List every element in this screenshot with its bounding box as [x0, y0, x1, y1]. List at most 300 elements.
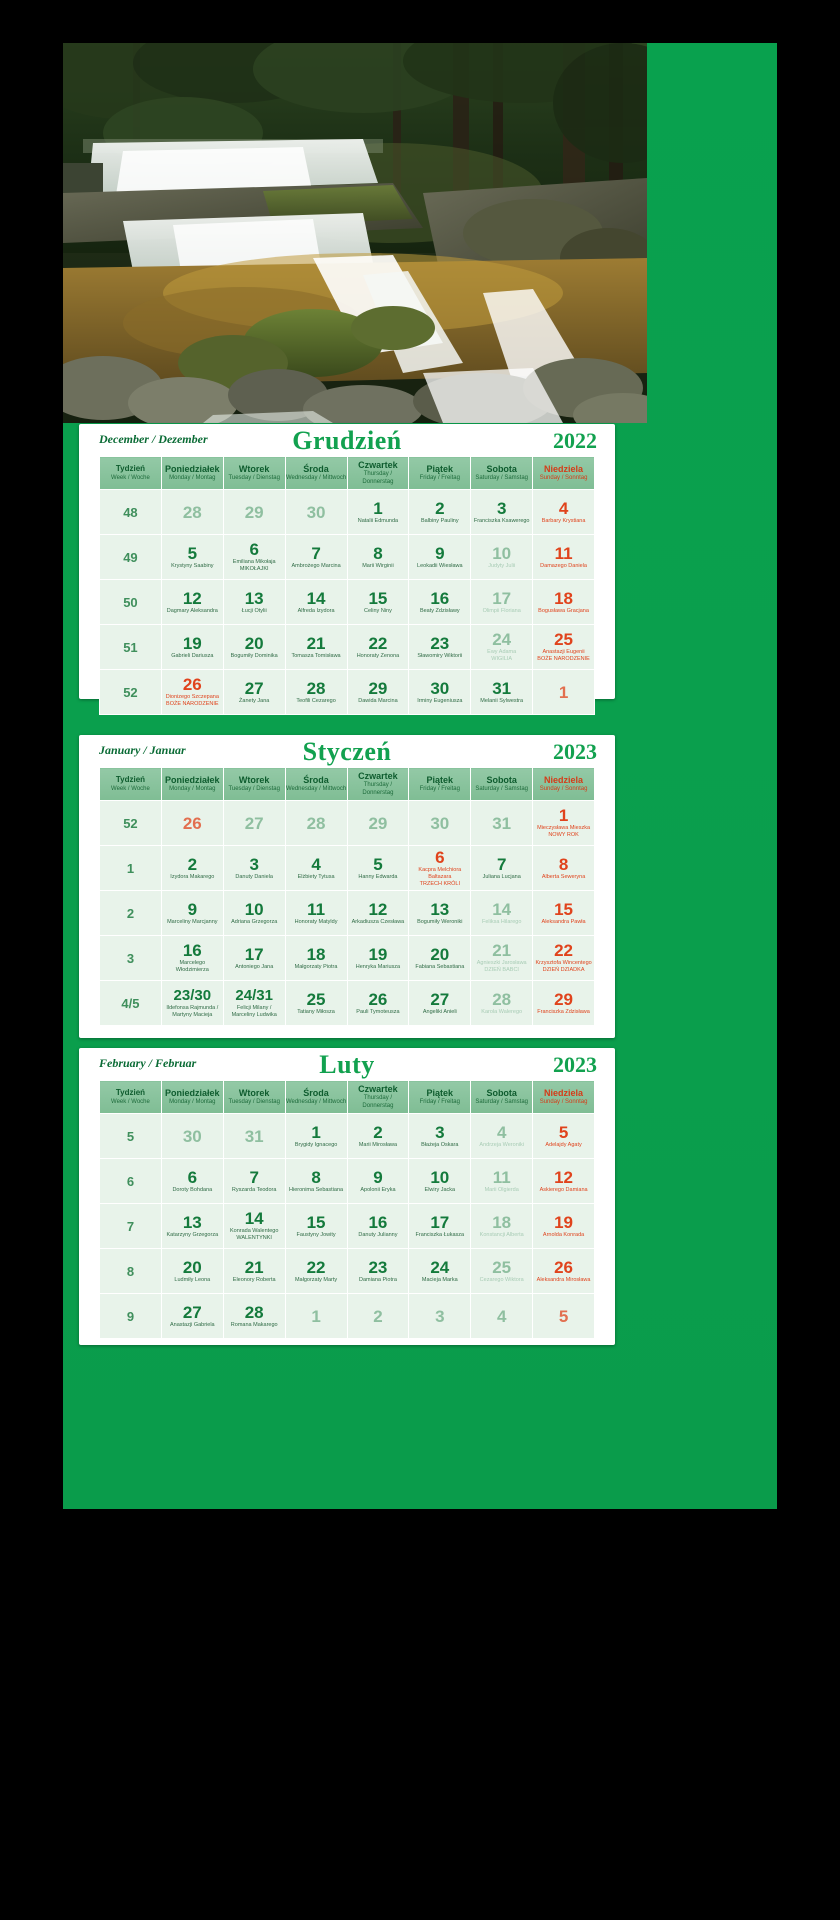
day-cell[interactable]	[471, 670, 533, 715]
day-cell[interactable]	[285, 1249, 347, 1294]
day-cell[interactable]	[223, 580, 285, 625]
day-number: 7	[249, 1167, 259, 1187]
day-number: 27	[244, 813, 264, 833]
day-number: 26	[182, 813, 202, 833]
day-cell[interactable]	[161, 1204, 223, 1249]
name-day-label: Dagmary Aleksandra	[166, 607, 218, 614]
column-header-en: Friday / Freitag	[419, 786, 460, 792]
day-number: 27	[244, 678, 264, 698]
day-number: 10	[244, 899, 264, 919]
column-header-en: Wednesday / Mittwoch	[285, 475, 347, 481]
column-header-week	[100, 768, 162, 801]
name-day-label: Alberta Seweryna	[541, 873, 586, 880]
day-cell[interactable]	[347, 670, 409, 715]
day-number: 29	[368, 678, 388, 698]
name-day-label: Fabiana Sebastiana	[415, 963, 465, 970]
day-number: 15	[554, 899, 574, 919]
day-number: 20	[430, 944, 450, 964]
name-day-label: Tomasza Tomisława	[291, 652, 341, 659]
name-day-label: Krzysztofa Wincentego DZIEŃ DZIADKA	[535, 960, 592, 973]
week-number: 8	[100, 1249, 162, 1294]
column-header-en: Week / Woche	[111, 786, 150, 792]
name-day-label: Małgorzaty Marty	[294, 1276, 338, 1283]
day-cell[interactable]	[347, 936, 409, 981]
day-number: 29	[368, 813, 388, 833]
name-day-label: Beaty Zdzisławy	[419, 607, 460, 614]
day-cell[interactable]	[471, 891, 533, 936]
day-cell[interactable]	[409, 1294, 471, 1339]
day-cell[interactable]	[161, 891, 223, 936]
day-number: 3	[435, 1122, 445, 1142]
week-row	[100, 936, 595, 981]
day-number: 16	[182, 941, 202, 960]
day-cell[interactable]	[223, 670, 285, 715]
name-day-label: Bogumiły Dominika	[230, 652, 278, 659]
column-header-środa	[285, 768, 347, 801]
day-number: 9	[435, 543, 445, 563]
column-header-en: Thursday / Donnerstag	[362, 1095, 394, 1109]
day-number: 28	[182, 502, 202, 522]
day-number: 5	[558, 1122, 569, 1142]
day-number: 24	[430, 1257, 450, 1277]
column-header-pl: Środa	[303, 464, 329, 474]
column-header-poniedziałek	[161, 457, 223, 490]
day-number: 22	[554, 941, 574, 960]
name-day-label: Katarzyny Grzegorza	[166, 1231, 219, 1238]
day-cell[interactable]	[161, 580, 223, 625]
day-cell[interactable]	[285, 936, 347, 981]
column-header-en: Tuesday / Dienstag	[228, 475, 280, 481]
day-number: 20	[182, 1257, 202, 1277]
day-cell[interactable]	[409, 535, 471, 580]
day-cell[interactable]	[285, 535, 347, 580]
month-year: 2023	[553, 1052, 597, 1077]
name-day-label: Pauli Tymoteusza	[356, 1008, 400, 1015]
name-day-label: Ryszarda Teodora	[231, 1186, 277, 1193]
day-number: 13	[430, 899, 450, 919]
day-cell[interactable]	[409, 1249, 471, 1294]
name-day-label: Łucji Otylii	[241, 607, 267, 614]
day-number: 12	[554, 1167, 574, 1187]
day-cell[interactable]	[347, 1114, 409, 1159]
name-day-label: Marii Olgierda	[484, 1186, 519, 1193]
name-day-label: Henryka Mariusza	[355, 963, 401, 970]
day-cell[interactable]	[161, 535, 223, 580]
name-day-label: Elżbiety Tytusa	[297, 873, 335, 880]
column-header-sobota	[471, 457, 533, 490]
day-cell[interactable]	[161, 625, 223, 670]
day-cell[interactable]	[533, 846, 595, 891]
column-header-week	[100, 1081, 162, 1114]
day-number: 1	[311, 1306, 321, 1326]
day-number: 12	[182, 588, 202, 608]
day-cell[interactable]	[533, 580, 595, 625]
column-header-wtorek	[223, 457, 285, 490]
day-number: 11	[554, 543, 573, 563]
name-day-label: Adelajdy Agaty	[545, 1141, 582, 1148]
week-number: 52	[100, 670, 162, 715]
day-cell[interactable]	[471, 936, 533, 981]
day-number: 27	[182, 1302, 202, 1322]
day-number: 6	[435, 847, 445, 867]
day-number: 28	[306, 813, 326, 833]
name-day-label: Marceliny Marcjanny	[167, 918, 218, 925]
day-cell[interactable]	[223, 981, 285, 1026]
column-header-sobota	[471, 768, 533, 801]
name-day-label: Celiny Niny	[364, 607, 392, 614]
day-cell[interactable]	[471, 846, 533, 891]
day-cell[interactable]	[161, 1249, 223, 1294]
day-cell[interactable]	[347, 1294, 409, 1339]
day-cell[interactable]	[533, 936, 595, 981]
day-number: 12	[368, 899, 388, 919]
day-number: 3	[249, 854, 259, 874]
day-number: 4	[311, 854, 321, 874]
day-number: 4	[496, 1306, 507, 1326]
day-cell[interactable]	[533, 981, 595, 1026]
column-header-en: Friday / Freitag	[419, 475, 460, 481]
day-cell[interactable]	[533, 891, 595, 936]
name-day-label: Melanii Sylwestra	[480, 697, 524, 704]
day-number: 31	[492, 813, 512, 833]
day-cell[interactable]	[161, 936, 223, 981]
month-card-december	[79, 424, 615, 707]
day-cell[interactable]	[347, 1159, 409, 1204]
day-cell[interactable]	[223, 846, 285, 891]
column-header-wtorek	[223, 1081, 285, 1114]
day-cell[interactable]	[223, 936, 285, 981]
day-cell[interactable]	[223, 1159, 285, 1204]
name-day-label: Ildefonsa Rajmunda / Martyny Macieja	[166, 1005, 219, 1018]
day-number: 24	[492, 630, 512, 649]
column-header-piątek	[409, 457, 471, 490]
column-header-pl: Tydzień	[115, 464, 146, 473]
day-number: 31	[492, 678, 512, 698]
day-cell[interactable]	[471, 1159, 533, 1204]
name-day-label: Feliksa Hilarego	[481, 918, 522, 925]
day-number: 1	[558, 682, 569, 702]
name-day-label: Kacpra Melchiora Baltazara TRZECH KRÓLI	[418, 866, 462, 887]
name-day-label: Danuty Julianny	[358, 1231, 398, 1238]
name-day-label: Błażeja Oskara	[421, 1141, 459, 1148]
day-cell[interactable]	[533, 625, 595, 670]
name-day-label: Emiliana Mikołaja MIKOŁAJKI	[232, 559, 276, 572]
day-cell[interactable]	[409, 1204, 471, 1249]
day-cell[interactable]	[223, 535, 285, 580]
day-cell[interactable]	[471, 535, 533, 580]
day-cell[interactable]	[347, 535, 409, 580]
day-number: 7	[496, 854, 507, 874]
name-day-label: Danuty Daniela	[235, 873, 273, 880]
name-day-label: Teofili Cezarego	[296, 697, 336, 704]
week-row	[100, 670, 595, 715]
day-cell[interactable]	[347, 846, 409, 891]
day-number: 19	[368, 944, 388, 964]
day-cell[interactable]	[471, 801, 533, 846]
day-number: 18	[554, 588, 574, 608]
day-cell[interactable]	[533, 801, 595, 846]
day-cell[interactable]	[223, 625, 285, 670]
day-cell[interactable]	[161, 1114, 223, 1159]
name-day-label: Eleonory Roberta	[232, 1276, 276, 1283]
day-cell[interactable]	[285, 801, 347, 846]
day-number: 3	[496, 498, 507, 518]
day-cell[interactable]	[285, 891, 347, 936]
day-cell[interactable]	[409, 891, 471, 936]
day-cell[interactable]	[285, 981, 347, 1026]
day-number: 8	[311, 1167, 321, 1187]
day-cell[interactable]	[471, 1294, 533, 1339]
column-header-czwartek	[347, 457, 409, 490]
day-cell[interactable]	[161, 846, 223, 891]
name-day-label: Juliana Lucjana	[482, 873, 521, 880]
day-number: 26	[554, 1257, 574, 1277]
column-header-pl: Sobota	[486, 1088, 517, 1098]
column-header-czwartek	[347, 1081, 409, 1114]
day-cell[interactable]	[285, 625, 347, 670]
week-row	[100, 1114, 595, 1159]
week-row	[100, 625, 595, 670]
name-day-label: Angeliki Anieli	[422, 1008, 457, 1015]
calendar-table	[99, 1080, 595, 1339]
day-number: 30	[430, 813, 450, 833]
day-number: 17	[492, 588, 512, 608]
name-day-label: Balbiny Pauliny	[421, 517, 459, 524]
day-cell[interactable]	[471, 1204, 533, 1249]
day-number: 2	[373, 1122, 383, 1142]
day-cell[interactable]	[409, 1114, 471, 1159]
month-year: 2022	[553, 428, 597, 453]
day-cell[interactable]	[471, 1249, 533, 1294]
month-header	[79, 1048, 615, 1080]
day-cell[interactable]	[161, 490, 223, 535]
column-header-środa	[285, 457, 347, 490]
calendar-table	[99, 456, 595, 715]
day-cell[interactable]	[285, 1159, 347, 1204]
day-cell[interactable]	[223, 801, 285, 846]
day-number: 30	[182, 1126, 202, 1146]
week-row	[100, 846, 595, 891]
name-day-label: Franciszka Zdzisława	[537, 1008, 590, 1015]
column-header-en: Wednesday / Mittwoch	[285, 786, 347, 792]
day-cell[interactable]	[533, 1114, 595, 1159]
day-number: 14	[306, 588, 326, 608]
month-title: Luty	[319, 1050, 375, 1079]
name-day-label: Apolonii Eryka	[360, 1186, 396, 1193]
day-number: 30	[430, 678, 450, 698]
day-number: 28	[492, 989, 512, 1009]
day-cell[interactable]	[533, 490, 595, 535]
day-cell[interactable]	[409, 670, 471, 715]
column-header-en: Thursday / Donnerstag	[362, 782, 394, 796]
column-header-niedziela	[533, 457, 595, 490]
day-cell[interactable]	[533, 1204, 595, 1249]
day-cell[interactable]	[409, 580, 471, 625]
day-cell[interactable]	[409, 936, 471, 981]
day-number: 5	[373, 854, 383, 874]
day-cell[interactable]	[409, 981, 471, 1026]
day-number: 18	[492, 1212, 512, 1232]
day-number: 15	[368, 588, 388, 608]
day-cell[interactable]	[533, 670, 595, 715]
name-day-label: Hieronima Sebastiana	[289, 1186, 344, 1193]
column-header-pl: Sobota	[486, 775, 517, 785]
day-cell[interactable]	[161, 1294, 223, 1339]
name-day-label: Anastazji Eugenii BOŻE NARODZENIE	[537, 649, 590, 662]
day-cell[interactable]	[285, 1114, 347, 1159]
week-row	[100, 1294, 595, 1339]
day-cell[interactable]	[285, 670, 347, 715]
name-day-label: Marii Wirginii	[362, 562, 394, 569]
name-day-label: Faustyny Jowity	[296, 1231, 336, 1238]
week-number: 1	[100, 846, 162, 891]
day-cell[interactable]	[471, 580, 533, 625]
day-cell[interactable]	[285, 580, 347, 625]
day-cell[interactable]	[285, 490, 347, 535]
day-cell[interactable]	[347, 625, 409, 670]
day-cell[interactable]	[223, 1294, 285, 1339]
day-cell[interactable]	[285, 1204, 347, 1249]
day-number: 5	[558, 1306, 569, 1326]
day-cell[interactable]	[285, 1294, 347, 1339]
name-day-label: Ewy Adama WIGILIA	[487, 649, 517, 662]
name-day-label: Doroty Bohdana	[172, 1186, 213, 1193]
name-day-label: Ludmiły Leona	[174, 1276, 211, 1283]
name-day-label: Leokadii Wiesława	[417, 562, 463, 569]
day-number: 6	[187, 1167, 198, 1187]
column-header-en: Friday / Freitag	[419, 1099, 460, 1105]
name-day-label: Judyty Julii	[488, 562, 516, 569]
column-header-pl: Czwartek	[358, 1084, 398, 1094]
column-header-en: Sunday / Sonntag	[539, 786, 588, 792]
week-number: 9	[100, 1294, 162, 1339]
name-day-label: Honoraty Zenona	[356, 652, 400, 659]
name-day-label: Franciszka Łukasza	[415, 1231, 465, 1238]
day-cell[interactable]	[223, 1249, 285, 1294]
day-number: 23	[368, 1257, 388, 1277]
name-day-label: Barbary Krystiana	[541, 517, 586, 524]
column-header-pl: Piątek	[426, 1088, 454, 1098]
name-day-label: Arkadiusza Czesława	[351, 918, 405, 925]
day-number: 1	[373, 498, 383, 518]
day-cell[interactable]	[409, 1159, 471, 1204]
day-cell[interactable]	[347, 981, 409, 1026]
day-number: 2	[373, 1306, 383, 1326]
day-cell[interactable]	[471, 981, 533, 1026]
week-number: 6	[100, 1159, 162, 1204]
day-number: 29	[554, 989, 574, 1009]
column-header-pl: Czwartek	[358, 771, 398, 781]
day-cell[interactable]	[409, 801, 471, 846]
week-number: 2	[100, 891, 162, 936]
day-cell[interactable]	[161, 1159, 223, 1204]
column-header-niedziela	[533, 1081, 595, 1114]
day-cell[interactable]	[533, 535, 595, 580]
month-subtitle: December / Dezember	[99, 432, 208, 446]
name-day-label: Bogusława Gracjana	[538, 607, 589, 614]
day-cell[interactable]	[347, 490, 409, 535]
day-cell[interactable]	[471, 1114, 533, 1159]
day-number: 27	[430, 989, 450, 1009]
column-header-pl: Niedziela	[544, 775, 584, 785]
day-cell[interactable]	[471, 625, 533, 670]
day-number: 25	[554, 630, 574, 649]
calendar-table	[99, 767, 595, 1026]
day-cell[interactable]	[223, 1114, 285, 1159]
column-header-en: Monday / Montag	[169, 786, 216, 792]
month-header	[79, 424, 615, 456]
day-cell[interactable]	[409, 625, 471, 670]
day-number: 21	[244, 1257, 264, 1277]
column-header-sobota	[471, 1081, 533, 1114]
week-number: 7	[100, 1204, 162, 1249]
day-cell[interactable]	[533, 1249, 595, 1294]
name-day-label: Żanety Jana	[239, 697, 270, 704]
column-header-poniedziałek	[161, 768, 223, 801]
day-number: 11	[492, 1167, 511, 1187]
day-cell[interactable]	[347, 1249, 409, 1294]
name-day-label: Hanny Edwarda	[358, 873, 398, 880]
name-day-label: Felicji Milany / Marceliny Ludwika	[231, 1005, 277, 1018]
day-cell[interactable]	[161, 981, 223, 1026]
day-number: 25	[492, 1257, 512, 1277]
day-cell[interactable]	[347, 801, 409, 846]
name-day-label: Adriana Grzegorza	[231, 918, 278, 925]
column-header-pl: Niedziela	[544, 464, 584, 474]
name-day-label: Macieja Marka	[421, 1276, 458, 1283]
day-cell[interactable]	[471, 490, 533, 535]
name-day-label: Brygidy Ignacego	[294, 1141, 338, 1148]
name-day-label: Elwiry Jacka	[424, 1186, 456, 1193]
day-number: 16	[368, 1212, 388, 1232]
day-cell[interactable]	[533, 1294, 595, 1339]
name-day-label: Askierego Damiana	[539, 1186, 588, 1193]
column-header-pl: Czwartek	[358, 460, 398, 470]
column-header-en: Saturday / Samstag	[475, 475, 529, 481]
day-cell[interactable]	[409, 490, 471, 535]
day-number: 1	[311, 1122, 321, 1142]
day-number: 13	[244, 588, 264, 608]
day-number: 3	[435, 1306, 445, 1326]
column-header-pl: Środa	[303, 1088, 329, 1098]
day-cell[interactable]	[223, 891, 285, 936]
column-header-czwartek	[347, 768, 409, 801]
day-number: 23	[430, 633, 450, 653]
day-cell[interactable]	[347, 580, 409, 625]
day-cell[interactable]	[223, 1204, 285, 1249]
day-number: 8	[373, 543, 383, 563]
day-cell[interactable]	[223, 490, 285, 535]
day-cell[interactable]	[161, 670, 223, 715]
day-cell[interactable]	[409, 846, 471, 891]
month-title: Grudzień	[292, 426, 402, 455]
day-number: 18	[306, 944, 326, 964]
day-cell[interactable]	[347, 1204, 409, 1249]
week-number: 52	[100, 801, 162, 846]
column-header-piątek	[409, 1081, 471, 1114]
column-header-wtorek	[223, 768, 285, 801]
name-day-label: Romana Makarego	[230, 1321, 278, 1328]
day-cell[interactable]	[533, 1159, 595, 1204]
name-day-label: Konstancji Alberta	[479, 1231, 524, 1238]
name-day-label: Krystyny Saabiny	[171, 562, 214, 569]
column-header-pl: Wtorek	[238, 464, 270, 474]
day-cell[interactable]	[161, 801, 223, 846]
name-day-label: Irminy Eugeniusza	[417, 697, 463, 704]
day-cell[interactable]	[285, 846, 347, 891]
name-day-label: Antoniego Jana	[235, 963, 274, 970]
day-cell[interactable]	[347, 891, 409, 936]
